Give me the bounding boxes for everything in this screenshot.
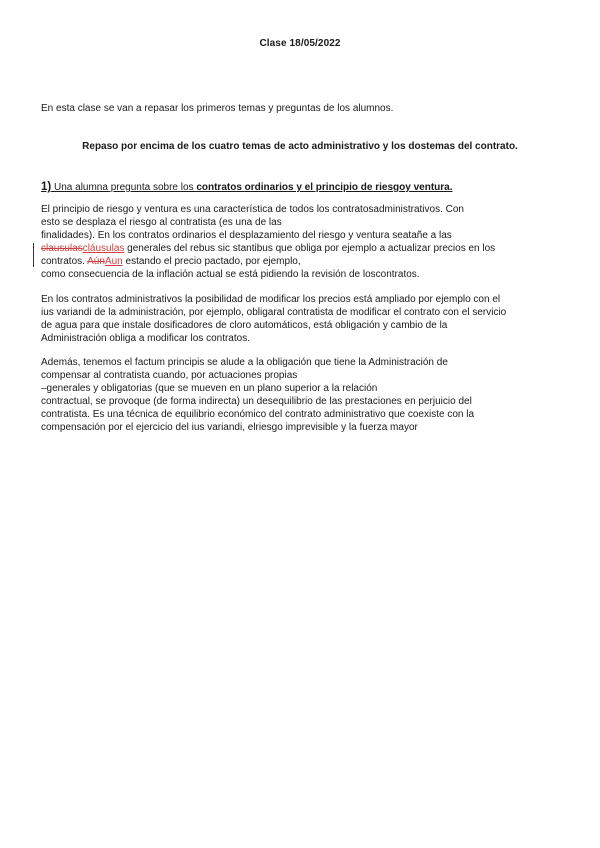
text-segment: estando el precio pactado, por ejemplo, <box>122 256 301 267</box>
inserted-text: cláusulas <box>82 243 125 254</box>
text-line: Además, tenemos el factum principis se alude a la obligación que tiene la Administración de <box>41 357 448 368</box>
text-line: finalidades). En los contratos ordinarios el desplazamiento del riesgo y ventura seatañe a las <box>41 230 452 241</box>
text-line <box>41 255 561 268</box>
text-line: esto se desplaza el riesgo al contratista (es una de las <box>41 217 282 228</box>
text-line: como consecuencia de la inflación actual se está pidiendo la revisión de loscontratos. <box>41 269 420 280</box>
section-subtitle: Repaso por encima de los cuatro temas de acto administrativo y los dostemas del contrato. <box>82 141 518 152</box>
paragraph-riesgo-ventura <box>41 203 561 281</box>
inserted-text: Aun <box>104 256 123 267</box>
text-line: compensación por el ejercicio del ius variandi, elriesgo imprevisible y la fuerza mayor <box>41 422 418 433</box>
text-line: ius variandi de la administración, por ejemplo, obligaral contratista de modificar el contrato con el servicio <box>41 307 507 318</box>
text-line: Administración obliga a modificar los contratos. <box>41 333 250 344</box>
question-number: 1) <box>41 181 52 193</box>
paragraph-factum-principis <box>41 356 561 434</box>
text-line: En los contratos administrativos la posibilidad de modificar los precios está ampliado por ejemplo con el <box>41 294 501 305</box>
text-segment: contratos. <box>41 256 88 267</box>
track-change-bar <box>33 243 34 267</box>
document-title: Clase 18/05/2022 <box>259 38 341 49</box>
paragraph-ius-variandi <box>41 293 561 345</box>
text-segment: generales del rebus sic stantibus que obliga por ejemplo a actualizar precios en los <box>124 243 496 254</box>
text-line: contractual, se provoque (de forma indirecta) un desequilibrio de las prestaciones en perjuicio del <box>41 396 472 407</box>
deleted-text: Aún <box>87 256 105 267</box>
intro-paragraph: En esta clase se van a repasar los primeros temas y preguntas de los alumnos. <box>41 103 394 114</box>
text-line: de agua para que instale dosificadores de cloro automáticos, está obligación y cambio de la <box>41 320 448 331</box>
text-line: –generales y obligatorias (que se mueven en un plano superior a la relación <box>41 383 378 394</box>
text-line <box>41 242 561 255</box>
text-line: contratista. Es una técnica de equilibrio económico del contrato administrativo que coexiste con la <box>41 409 475 420</box>
text-line: El principio de riesgo y ventura es una característica de todos los contratosadministrativos. Con <box>41 204 464 215</box>
question-topic: contratos ordinarios y el principio de riesgoy ventura. <box>196 182 453 193</box>
question-lead-text: Una alumna pregunta sobre los <box>51 182 197 193</box>
deleted-text: clausulas <box>41 243 83 254</box>
text-line: compensar al contratista cuando, por actuaciones propias <box>41 370 298 381</box>
question-1-heading <box>41 181 561 193</box>
